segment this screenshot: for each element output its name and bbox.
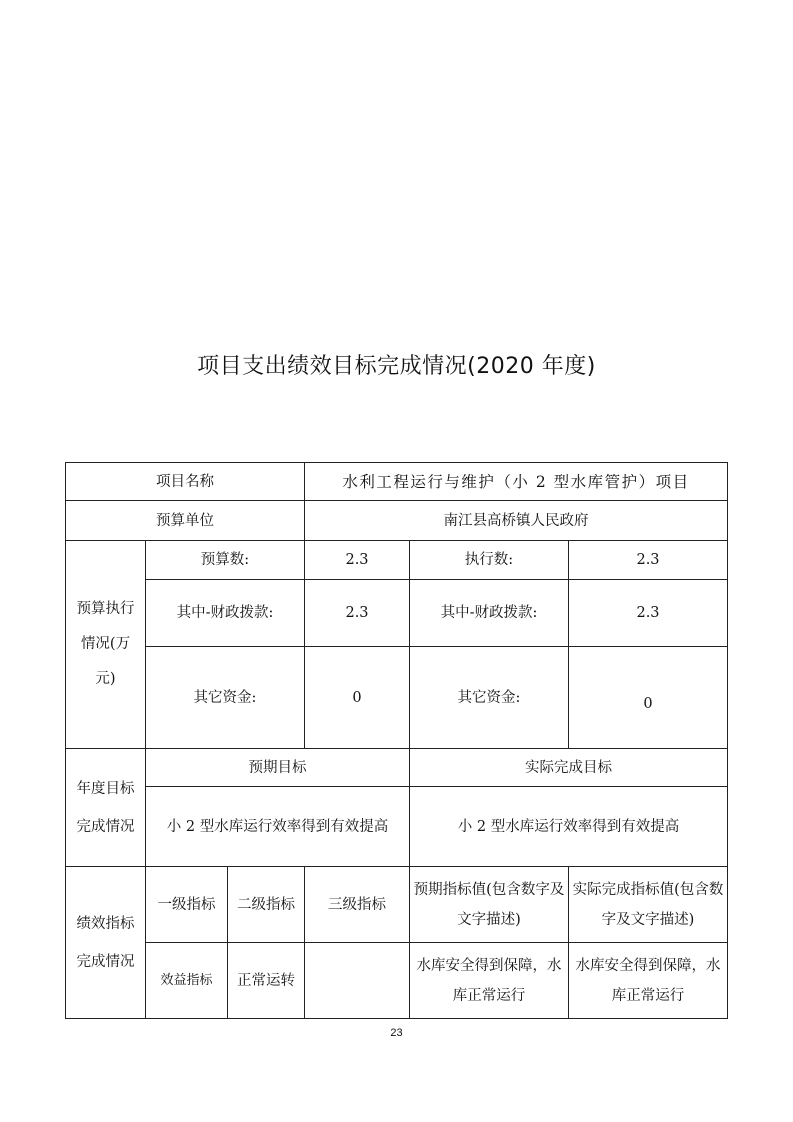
level2-indicator-header: 二级指标 [237,896,295,913]
actual-indicator-header: 实际完成指标值(包含数字及文字描述) [572,881,724,928]
expected-indicator-value: 水库安全得到保障，水库正常运行 [416,957,562,1004]
project-name-value: 水利工程运行与维护（小 2 型水库管护）项目 [342,472,690,491]
executed-amount-label: 执行数: [464,552,514,568]
executed-amount-value: 2.3 [636,552,660,568]
page-number: 23 [390,1027,403,1039]
level3-indicator-header: 三级指标 [328,896,386,913]
executed-other-funds-value: 0 [643,696,653,712]
other-funds-value: 0 [352,689,362,706]
budget-amount-label: 预算数: [200,552,250,568]
expected-goal-value: 小 2 型水库运行效率得到有效提高 [166,818,389,835]
level3-indicator-value [305,943,409,1018]
actual-goal-value: 小 2 型水库运行效率得到有效提高 [457,818,680,835]
budget-unit-label: 预算单位 [156,512,214,529]
annual-goal-section-label: 年度目标完成情况 [76,780,135,835]
document-title: 项目支出绩效目标完成情况(2020 年度) [197,354,596,379]
level1-indicator-value: 效益指标 [160,972,213,988]
performance-section-label: 绩效指标完成情况 [76,915,135,970]
level2-indicator-value: 正常运转 [237,972,295,989]
budget-unit-value: 南江县高桥镇人民政府 [443,512,589,529]
expected-goal-label: 预期目标 [248,759,307,776]
level1-indicator-header: 一级指标 [157,896,216,913]
other-funds-label: 其它资金: [193,689,257,706]
expected-indicator-header: 预期指标值(包含数字及文字描述) [413,881,565,928]
project-name-label: 项目名称 [156,473,214,490]
fiscal-allocation-value: 2.3 [345,605,369,621]
fiscal-allocation-label: 其中-财政拨款: [176,605,274,621]
executed-fiscal-allocation-value: 2.3 [636,605,660,621]
execution-section-label: 预算执行情况(万元) [76,601,135,687]
actual-indicator-value: 水库安全得到保障，水库正常运行 [575,957,721,1004]
executed-fiscal-allocation-label: 其中-财政拨款: [440,605,538,621]
actual-goal-label: 实际完成目标 [525,759,612,776]
executed-other-funds-label: 其它资金: [457,689,521,706]
budget-amount-value: 2.3 [345,552,369,568]
